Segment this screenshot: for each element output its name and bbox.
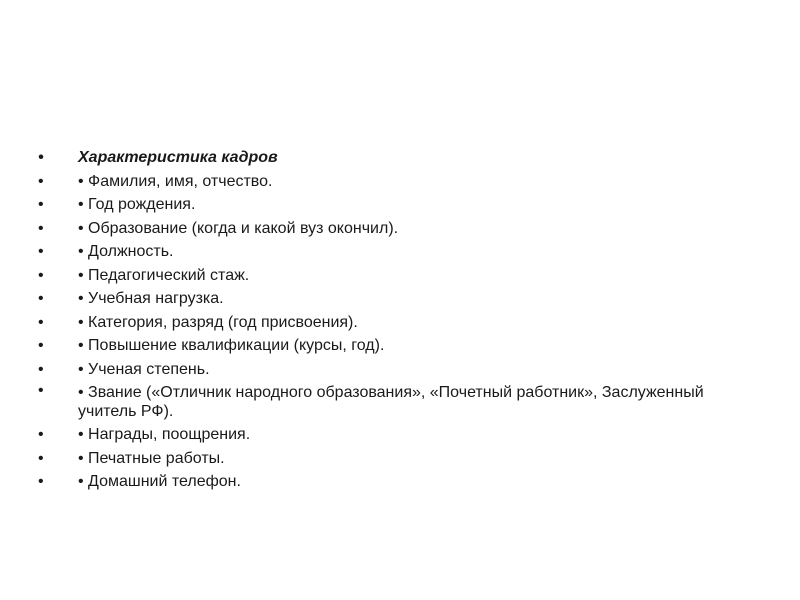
list-item-qualification: • • Повышение квалификации (курсы, год). bbox=[38, 334, 758, 358]
list-item-full-name: • • Фамилия, имя, отчество. bbox=[38, 170, 758, 194]
list-item-workload: • • Учебная нагрузка. bbox=[38, 287, 758, 311]
list-item-awards: • • Награды, поощрения. bbox=[38, 423, 758, 447]
list-item-position: • • Должность. bbox=[38, 240, 758, 264]
list-item-birth-year: • • Год рождения. bbox=[38, 193, 758, 217]
list-heading: • Характеристика кадров bbox=[38, 146, 758, 170]
list-item-home-phone: • • Домашний телефон. bbox=[38, 470, 758, 494]
bullet-list bbox=[38, 146, 758, 494]
list-item-education: • • Образование (когда и какой вуз окончил). bbox=[38, 217, 758, 241]
list-item-publications: • • Печатные работы. bbox=[38, 447, 758, 471]
list-item-title: • • Звание («Отличник народного образования», «Почетный работник», Заслуженный учитель РФ). bbox=[38, 381, 758, 423]
list-item-category: • • Категория, разряд (год присвоения). bbox=[38, 311, 758, 335]
list-item-degree: • • Ученая степень. bbox=[38, 358, 758, 382]
list-item-teaching-experience: • • Педагогический стаж. bbox=[38, 264, 758, 288]
